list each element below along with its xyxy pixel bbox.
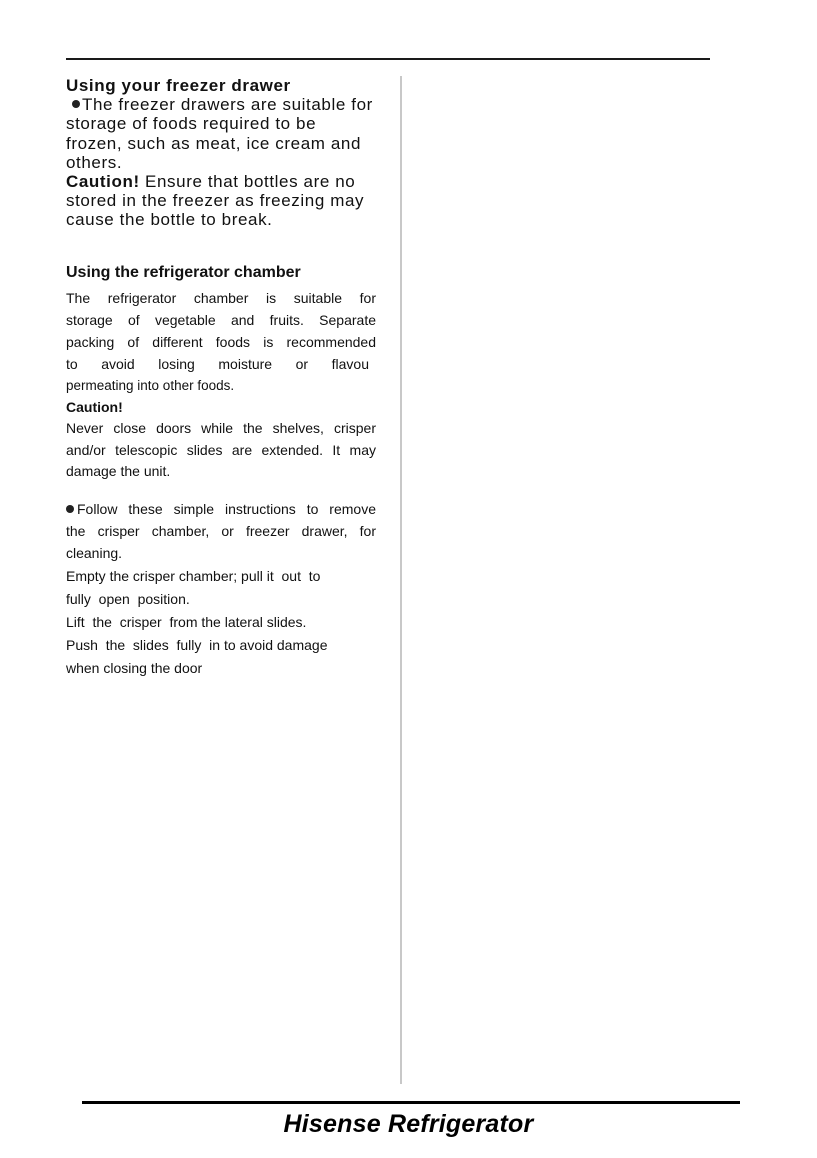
- freezer-section-title: Using your freezer drawer: [66, 76, 291, 95]
- cleaning-step: fully open position.: [66, 591, 190, 607]
- footer-brand: Hisense Refrigerator: [283, 1110, 534, 1138]
- cleaning-intro-line: [66, 498, 376, 520]
- header-rule: [66, 58, 710, 60]
- footer-rule: [82, 1101, 740, 1104]
- refrigerator-caution-label: Caution!: [66, 398, 123, 415]
- refrigerator-text-line: storage of vegetable and fruits. Separate: [66, 312, 376, 328]
- refrigerator-text-line: to avoid losing moisture or flavou: [66, 356, 369, 372]
- cleaning-step: Lift the crisper from the lateral slides.: [66, 614, 307, 630]
- freezer-section: [66, 76, 376, 230]
- bullet-icon: [66, 505, 74, 513]
- cleaning-step: Empty the crisper chamber; pull it out to: [66, 568, 321, 584]
- cleaning-intro-last-line: cleaning.: [66, 545, 123, 561]
- refrigerator-section: [66, 262, 376, 482]
- cleaning-section: [66, 498, 376, 680]
- bullet-icon: [72, 100, 80, 108]
- refrigerator-caution-line: and/or telescopic slides are extended. It may: [66, 441, 376, 458]
- freezer-caution-text: Ensure that bottles are no stored in the freezer as freezing may cause the bottle to break.: [66, 172, 365, 230]
- refrigerator-text-last-line: permeating into other foods.: [66, 378, 235, 393]
- freezer-caution-paragraph: [66, 172, 376, 230]
- refrigerator-caution-last-line: damage the unit.: [66, 462, 171, 479]
- cleaning-step: when closing the door: [66, 660, 203, 676]
- freezer-bullet-paragraph: [66, 95, 376, 172]
- freezer-caution-label: Caution!: [66, 172, 140, 192]
- freezer-bullet-text: The freezer drawers are suitable for storage of foods required to be frozen, such as meat, ice cream and others.: [66, 95, 373, 172]
- refrigerator-text-line: The refrigerator chamber is suitable for: [66, 290, 376, 306]
- cleaning-intro-text: Follow these simple instructions to remove: [77, 501, 376, 517]
- refrigerator-caution-line: Never close doors while the shelves, crisper: [66, 419, 376, 436]
- cleaning-step: Push the slides fully in to avoid damage: [66, 637, 328, 653]
- refrigerator-section-title: Using the refrigerator chamber: [66, 264, 301, 281]
- cleaning-intro-line: the crisper chamber, or freezer drawer, for: [66, 523, 376, 539]
- column-divider: [400, 76, 402, 1084]
- refrigerator-text-line: packing of different foods is recommended: [66, 334, 376, 350]
